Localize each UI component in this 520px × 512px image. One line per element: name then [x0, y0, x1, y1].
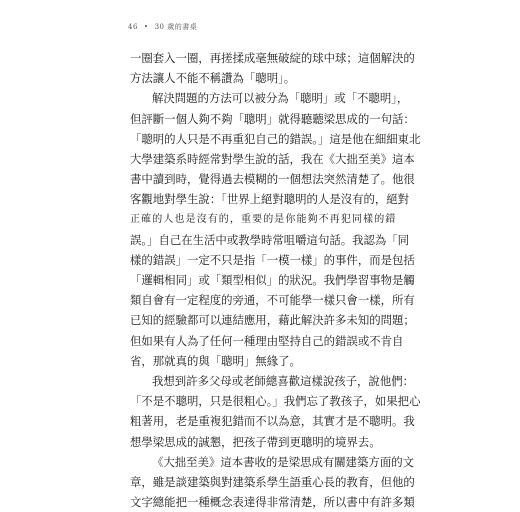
text-line: 想學梁思成的誠懇，把孩子帶到更聰明的境界去。	[130, 434, 381, 449]
text-line: 但如果有人為了任何一種理由堅持自己的錯誤或不肯自	[130, 333, 404, 348]
text-line: 書中讀到時，覺得過去模糊的一個想法突然清楚了。他很	[130, 172, 415, 187]
text-line: 已知的經驗都可以連結應用，藉此解決許多未知的問題；	[130, 313, 415, 328]
text-line: 解決問題的方法可以被分為「聰明」或「不聰明」，	[152, 91, 409, 106]
text-line: 「不是不聰明，只是很粗心。」我們忘了教孩子，如果把心	[130, 394, 421, 409]
text-line: 樣的錯誤」一定不只是指「一模一樣」的事件，而是包括	[130, 252, 415, 267]
book-title: 30 歲的書桌	[154, 23, 198, 31]
text-line: 章，雖是談建築與對建築系學生語重心長的教育，但他的	[130, 474, 415, 489]
text-line: 一圈套入一圈，再搓揉成毫無破綻的球中球；這個解決的	[130, 51, 415, 65]
text-line: 正確的人也是沒有的，重要的是你能夠不再犯同樣的錯	[130, 213, 397, 225]
text-line: 「聰明的人只是不再重犯自己的錯誤。」這是他在細細東北	[130, 131, 421, 146]
text-line: 但評斷一個人夠不夠「聰明」就得聽聽梁思成的一句話：	[130, 111, 415, 126]
text-line: 我想到許多父母或老師總喜歡這樣說孩子，說他們：	[152, 374, 414, 388]
text-line: 粗著用，老是重複犯錯而不以為意，其實才是不聰明。我	[130, 414, 415, 429]
running-header	[128, 22, 197, 32]
header-separator: •	[143, 23, 149, 31]
text-line: 客觀地對學生說：「世界上絕對聰明的人是沒有的，絕對	[130, 192, 410, 207]
page-number: 46	[128, 23, 138, 31]
text-line: 誤。」自己在生活中或教學時常咀嚼這句話。我認為「同	[130, 232, 410, 247]
text-line: 《大拙至美》這本書收的是梁思成有關建築方面的文	[152, 454, 414, 469]
text-line: 文字總能把一種概念表達得非常清楚，所以書中有許多類	[130, 495, 415, 510]
body-text	[130, 48, 421, 512]
text-line: 類自會有一定程度的旁通，不可能學一樣只會一樣，所有	[130, 293, 415, 308]
text-line: 「邏輯相同」或「類型相似」的狀況。我們學習事物是觸	[130, 273, 415, 288]
text-line: 大學建築系時經常對學生說的話，我在《大拙至美》這本	[130, 151, 415, 166]
text-line: 方法讓人不能不稱讚為「聰明」。	[130, 71, 296, 86]
text-line: 省，那就真的與「聰明」無緣了。	[130, 353, 301, 368]
